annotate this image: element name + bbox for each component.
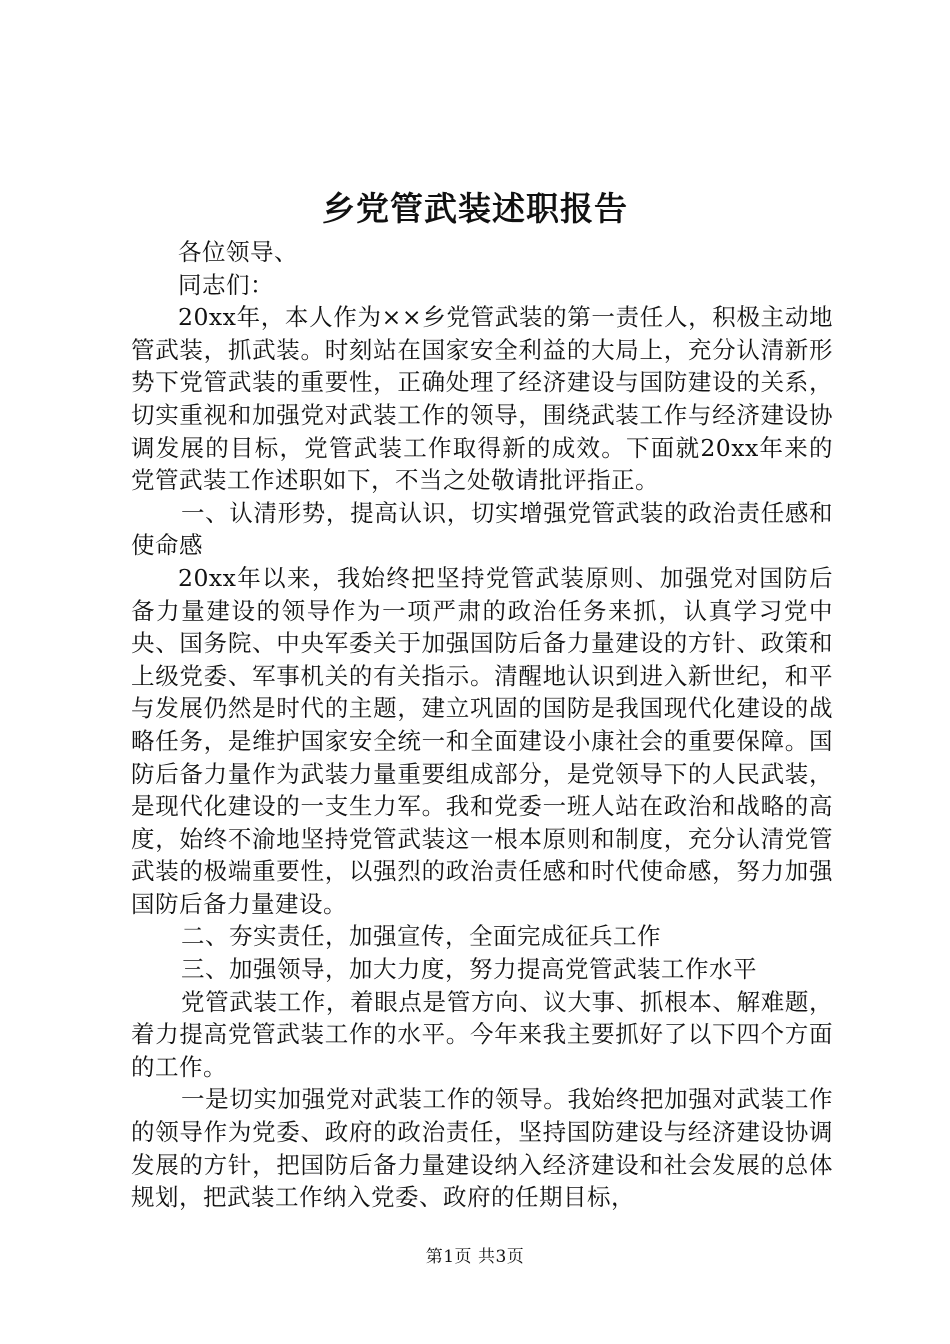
document-body xyxy=(131,236,833,1214)
salutation-line-2: 同志们： xyxy=(178,270,274,299)
section-heading-2: 二、夯实责任，加强宣传，全面完成征兵工作 xyxy=(181,922,661,951)
section-3-paragraph-1: 党管武装工作，着眼点是管方向、议大事、抓根本、解难题，着力提高党管武装工作的水平。今年来我主要抓好了以下四个方面的工作。 xyxy=(131,987,833,1081)
salutation-line-1: 各位领导、 xyxy=(178,238,298,266)
section-3-paragraph-2: 一是切实加强党对武装工作的领导。我始终把加强对武装工作的领导作为党委、政府的政治责任，坚持国防建设与经济建设协调发展的方针，把国防后备力量建设纳入经济建设和社会发展的总体规划，把武装工作纳入党委、政府的任期目标， xyxy=(131,1085,833,1212)
page-footer: 第1页 共3页 xyxy=(425,1247,525,1267)
section-heading-3: 三、加强领导，加大力度，努力提高党管武装工作水平 xyxy=(181,955,757,984)
document-title: 乡党管武装述职报告 xyxy=(322,189,628,228)
intro-paragraph: 20xx年，本人作为××乡党管武装的第一责任人，积极主动地管武装，抓武装。时刻站在国家安全利益的大局上，充分认清新形势下党管武装的重要性，正确处理了经济建设与国防建设的关系，切实重视和加强党对武装工作的领导，围绕武装工作与经济建设协调发展的目标，党管武装工作取得新的成效。下面就20xx年来的党管武装工作述职如下，不当之处敬请批评指正。 xyxy=(131,303,833,495)
section-1-paragraph: 20xx年以来，我始终把坚持党管武装原则、加强党对国防后备力量建设的领导作为一项严肃的政治任务来抓，认真学习党中央、国务院、中央军委关于加强国防后备力量建设的方针、政策和上级党委、军事机关的有关指示。清醒地认识到进入新世纪，和平与发展仍然是时代的主题，建立巩固的国防是我国现代化建设的战略任务，是维护国家安全统一和全面建设小康社会的重要保障。国防后备力量作为武装力量重要组成部分，是党领导下的人民武装，是现代化建设的一支生力军。我和党委一班人站在政治和战略的高度，始终不渝地坚持党管武装这一根本原则和制度，充分认清党管武装的极端重要性，以强烈的政治责任感和时代使命感，努力加强国防后备力量建设。 xyxy=(131,563,833,918)
section-heading-1: 一、认清形势，提高认识，切实增强党管武装的政治责任感和使命感 xyxy=(131,498,833,560)
